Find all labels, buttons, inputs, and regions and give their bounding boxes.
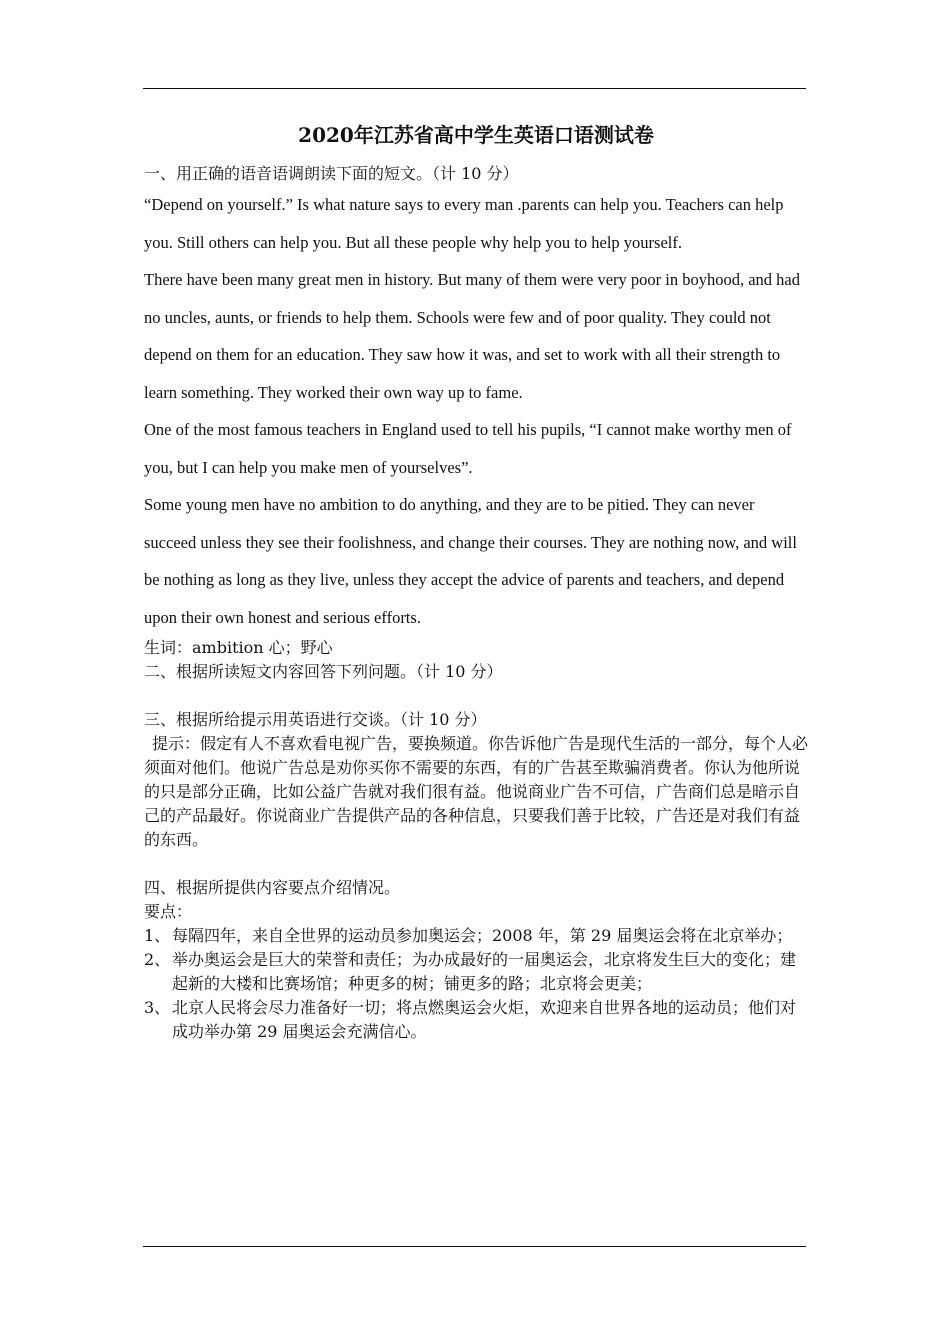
- exam-page: [144, 116, 808, 1044]
- passage-paragraph: There have been many great men in history. But many of them were very poor in boyhood, and had no uncles, aunts, or friends to help them. Schools were few and of poor quality. They could not depend on them for an education. They saw how it was, and set to work with all their strength to learn something. They worked their own way up to fame.: [144, 270, 800, 402]
- key-points-list: [144, 924, 808, 1044]
- point-number: 1、: [144, 926, 171, 945]
- point-number: 3、: [144, 998, 171, 1017]
- point-number: 2、: [144, 950, 171, 969]
- section-introduction: [144, 876, 808, 1044]
- header-rule: [143, 88, 806, 89]
- section-reading: [144, 162, 808, 660]
- section-questions: [144, 660, 808, 684]
- section-heading-3: 三、根据所给提示用英语进行交谈。（计 10 分）: [144, 710, 487, 729]
- spacer: [144, 684, 808, 708]
- list-item: [144, 996, 808, 1044]
- section-heading-1: 一、用正确的语音语调朗读下面的短文。（计 10 分）: [144, 164, 519, 183]
- section-heading-2: 二、根据所读短文内容回答下列问题。（计 10 分）: [144, 662, 503, 681]
- spacer: [144, 852, 808, 876]
- key-points-label: 要点：: [144, 902, 193, 921]
- passage-paragraph: One of the most famous teachers in England used to tell his pupils, “I cannot make worthy men of you, but I can help you make men of yourselves”.: [144, 420, 792, 477]
- section-conversation: [144, 708, 808, 852]
- passage-paragraph: Some young men have no ambition to do anything, and they are to be pitied. They can never succeed unless they see their foolishness, and change their courses. They are nothing now, and will be nothing as long as they live, unless they accept the advice of parents and teachers, and depend upon their own honest and serious efforts.: [144, 495, 797, 627]
- conversation-hint: 提示：假定有人不喜欢看电视广告，要换频道。你告诉他广告是现代生活的一部分，每个人必须面对他们。他说广告总是劝你买你不需要的东西，有的广告甚至欺骗消费者。你认为他所说的只是部分正确，比如公益广告就对我们很有益。他说商业广告不可信，广告商们总是暗示自己的产品最好。你说商业广告提供产品的各种信息，只要我们善于比较，广告还是对我们有益的东西。: [144, 734, 809, 849]
- reading-passage: [144, 186, 808, 636]
- footer-rule: [143, 1246, 806, 1247]
- page-title: 2020年江苏省高中学生英语口语测试卷: [298, 123, 654, 147]
- point-text: 北京人民将会尽力准备好一切；将点燃奥运会火炬，欢迎来自世界各地的运动员；他们对成功举办第 29 届奥运会充满信心。: [172, 998, 797, 1041]
- point-text: 每隔四年，来自全世界的运动员参加奥运会；2008 年，第 29 届奥运会将在北京举办；: [172, 926, 793, 945]
- passage-paragraph: “Depend on yourself.” Is what nature says to every man .parents can help you. Teachers can help you. Still others can help you. But all these people why help you to help yourself.: [144, 195, 784, 252]
- point-text: 举办奥运会是巨大的荣誉和责任；为办成最好的一届奥运会，北京将发生巨大的变化；建起新的大楼和比赛场馆；种更多的树；铺更多的路；北京将会更美；: [172, 950, 797, 993]
- list-item: [144, 924, 808, 948]
- list-item: [144, 948, 808, 996]
- section-heading-4: 四、根据所提供内容要点介绍情况。: [144, 878, 401, 897]
- vocabulary-note: 生词：ambition 心；野心: [144, 638, 333, 657]
